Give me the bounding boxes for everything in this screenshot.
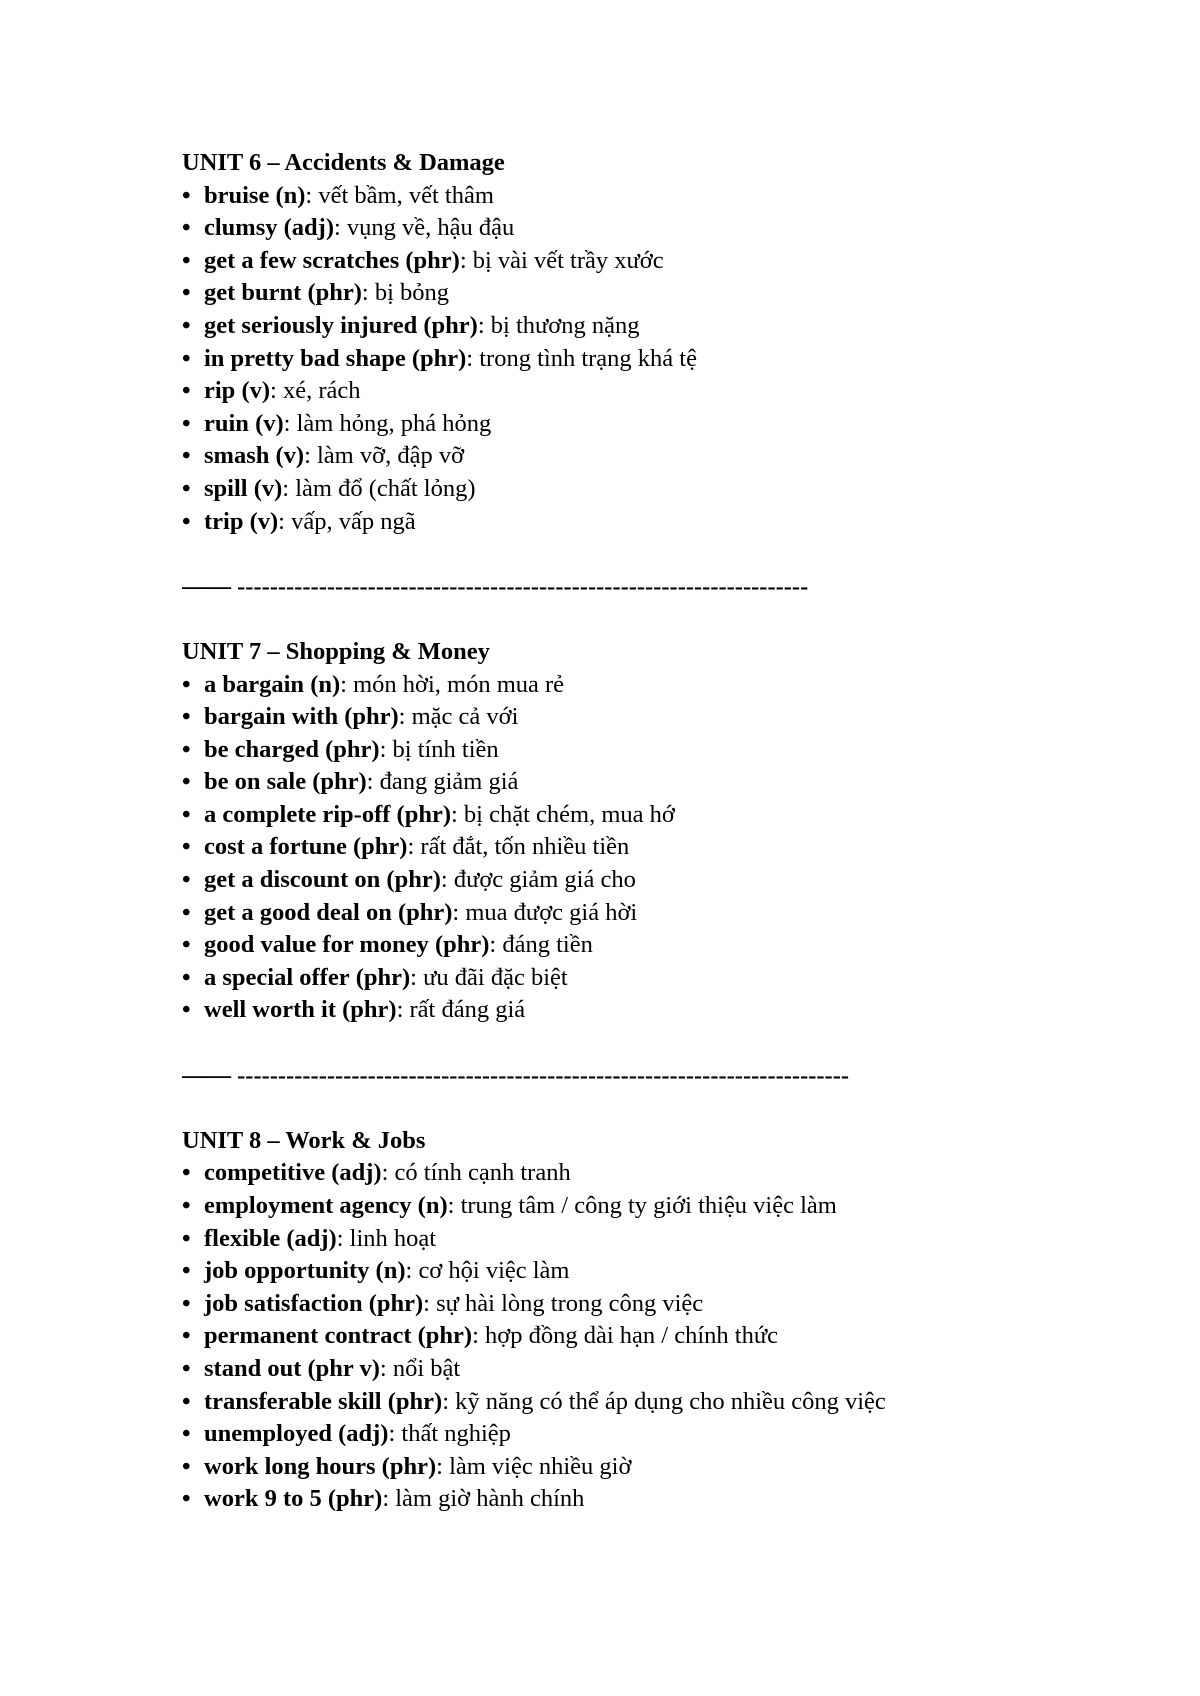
bullet-icon: •: [182, 898, 191, 926]
vocab-item: [182, 245, 1142, 278]
vocab-colon: :: [278, 507, 292, 535]
bullet-icon: •: [182, 1159, 191, 1187]
vocab-item: [182, 766, 1142, 799]
vocab-part-of-speech: (v): [275, 442, 305, 470]
vocab-meaning: vết bầm, vết thâm: [318, 181, 494, 209]
vocab-term: cost a fortune: [204, 833, 347, 861]
bullet-icon: •: [182, 931, 191, 959]
vocab-meaning: món hời, món mua rẻ: [353, 670, 565, 698]
vocab-term: employment agency: [204, 1192, 412, 1219]
vocab-part-of-speech: (v): [255, 409, 284, 437]
vocab-part-of-speech: (phr): [396, 800, 451, 828]
vocab-meaning: đáng tiền: [502, 931, 593, 959]
vocab-meaning: thất nghiệp: [401, 1420, 511, 1448]
vocab-term: bruise: [204, 181, 270, 209]
vocab-meaning: cơ hội việc làm: [418, 1257, 570, 1285]
vocab-part-of-speech: (adj): [338, 1420, 389, 1448]
vocab-part-of-speech: (phr): [307, 279, 362, 307]
bullet-icon: •: [182, 474, 191, 502]
bullet-icon: •: [182, 181, 191, 209]
vocab-meaning: xé, rách: [282, 377, 361, 405]
vocab-term: a special offer: [204, 963, 350, 991]
vocab-term: get seriously injured: [204, 311, 418, 339]
vocab-part-of-speech: (n): [310, 670, 341, 698]
vocab-term: ruin: [204, 409, 249, 437]
vocab-meaning: rất đắt, tốn nhiều tiền: [420, 833, 630, 861]
bullet-icon: •: [182, 1354, 191, 1382]
vocab-term: job opportunity: [204, 1257, 370, 1285]
bullet-icon: •: [182, 866, 191, 894]
vocab-term: get burnt: [204, 279, 302, 307]
vocab-item: [182, 506, 1142, 539]
bullet-icon: •: [182, 246, 191, 274]
vocab-part-of-speech: (phr): [353, 833, 408, 861]
bullet-icon: •: [182, 442, 191, 470]
vocab-item: [182, 408, 1142, 441]
vocab-part-of-speech: (phr): [368, 1289, 424, 1317]
bullet-icon: •: [182, 1485, 191, 1513]
vocab-colon: :: [283, 409, 297, 437]
vocab-term: rip: [204, 377, 236, 405]
bullet-icon: •: [182, 409, 191, 437]
vocab-part-of-speech: (phr v): [307, 1354, 380, 1382]
vocab-item: [182, 277, 1142, 310]
unit-section: [182, 1125, 1142, 1516]
vocab-colon: :: [366, 768, 380, 796]
vocab-colon: :: [379, 735, 393, 763]
vocab-part-of-speech: (phr): [344, 703, 399, 731]
vocab-meaning: làm đổ (chất lỏng): [295, 474, 476, 502]
bullet-icon: •: [182, 670, 191, 698]
vocab-item: [182, 1386, 1142, 1419]
vocab-item: [182, 180, 1142, 213]
vocab-colon: :: [442, 1387, 456, 1415]
vocab-colon: :: [407, 833, 421, 861]
vocab-colon: :: [305, 181, 319, 209]
bullet-icon: •: [182, 703, 191, 731]
vocab-colon: :: [423, 1289, 437, 1317]
vocab-meaning: trong tình trạng khá tệ: [479, 344, 697, 372]
vocab-item: [182, 799, 1142, 832]
bullet-icon: •: [182, 1452, 191, 1480]
vocab-meaning: trung tâm / công ty giới thiệu việc làm: [460, 1192, 837, 1219]
vocab-colon: :: [447, 1192, 461, 1219]
vocab-item: [182, 1418, 1142, 1451]
vocab-colon: :: [477, 311, 491, 339]
vocab-colon: :: [459, 246, 473, 274]
vocab-colon: :: [381, 1159, 395, 1187]
vocab-meaning: bị chặt chém, mua hớ: [463, 800, 675, 828]
vocab-term: flexible: [204, 1224, 281, 1252]
bullet-icon: •: [182, 311, 191, 339]
vocab-meaning: hợp đồng dài hạn / chính thức: [485, 1322, 778, 1350]
bullet-icon: •: [182, 1322, 191, 1350]
spacer: [182, 1027, 1142, 1060]
vocab-item: [182, 897, 1142, 930]
vocab-meaning: đang giảm giá: [379, 768, 519, 796]
vocab-term: be on sale: [204, 768, 307, 796]
vocab-part-of-speech: (phr): [405, 246, 460, 274]
vocab-item: [182, 343, 1142, 376]
vocab-meaning: có tính cạnh tranh: [394, 1159, 571, 1187]
bullet-icon: •: [182, 214, 191, 242]
vocab-term: spill: [204, 474, 248, 502]
unit-title: UNIT 8 – Work & Jobs: [182, 1126, 426, 1154]
vocab-term: job satisfaction: [204, 1289, 363, 1317]
unit-title: UNIT 6 – Accidents & Damage: [182, 149, 505, 176]
vocab-item: [182, 1483, 1142, 1516]
bullet-icon: •: [182, 996, 191, 1024]
vocab-term: stand out: [204, 1354, 302, 1382]
vocab-meaning: bị tính tiền: [392, 735, 499, 763]
vocab-part-of-speech: (phr): [387, 1387, 443, 1415]
vocab-part-of-speech: (phr): [325, 735, 380, 763]
vocab-part-of-speech: (v): [241, 377, 271, 405]
bullet-icon: •: [182, 507, 191, 535]
vocab-term: get a good deal on: [204, 898, 392, 926]
bullet-icon: •: [182, 735, 191, 763]
vocab-item: [182, 701, 1142, 734]
vocab-part-of-speech: (phr): [381, 1452, 437, 1480]
vocab-item: [182, 1288, 1142, 1321]
vocab-colon: :: [398, 703, 412, 731]
vocab-colon: :: [333, 214, 347, 242]
vocab-item: [182, 994, 1142, 1027]
vocab-colon: :: [336, 1224, 350, 1252]
unit-title: UNIT 7 – Shopping & Money: [182, 637, 490, 665]
vocab-term: get a discount on: [204, 866, 381, 894]
vocab-list: [182, 1157, 1142, 1516]
vocab-meaning: rất đáng giá: [409, 996, 526, 1024]
bullet-icon: •: [182, 1192, 191, 1219]
vocab-part-of-speech: (phr): [342, 996, 397, 1024]
vocab-term: competitive: [204, 1159, 326, 1187]
vocab-term: trip: [204, 507, 244, 535]
vocab-colon: :: [304, 442, 317, 470]
vocab-item: [182, 1190, 1142, 1223]
spacer: [182, 538, 1142, 571]
vocab-meaning: vụng về, hậu đậu: [346, 214, 515, 242]
vocab-meaning: ưu đãi đặc biệt: [423, 963, 568, 991]
vocab-meaning: bị bỏng: [374, 279, 450, 307]
unit-section: [182, 147, 1142, 538]
vocab-item: [182, 669, 1142, 702]
vocab-item: [182, 1320, 1142, 1353]
bullet-icon: •: [182, 1420, 191, 1448]
document-content: [182, 147, 1142, 1516]
vocab-colon: :: [282, 474, 296, 502]
vocab-meaning: mặc cả với: [411, 703, 519, 731]
vocab-colon: :: [361, 279, 375, 307]
vocab-colon: :: [436, 1452, 450, 1480]
vocab-term: get a few scratches: [204, 246, 400, 274]
vocab-item: [182, 929, 1142, 962]
bullet-icon: •: [182, 344, 191, 372]
vocab-item: [182, 1451, 1142, 1484]
vocab-part-of-speech: (n): [275, 181, 306, 209]
vocab-list: [182, 180, 1142, 539]
unit-section: [182, 636, 1142, 1027]
vocab-term: work 9 to 5: [204, 1485, 322, 1513]
vocab-colon: :: [405, 1257, 419, 1285]
vocab-item: [182, 962, 1142, 995]
vocab-colon: :: [466, 344, 480, 372]
vocab-list: [182, 669, 1142, 1028]
vocab-part-of-speech: (n): [417, 1192, 448, 1219]
vocab-term: a complete rip-off: [204, 800, 391, 828]
bullet-icon: •: [182, 768, 191, 796]
vocab-colon: :: [379, 1354, 393, 1382]
bullet-icon: •: [182, 1387, 191, 1415]
vocab-part-of-speech: (adj): [283, 214, 334, 242]
spacer: [182, 1092, 1142, 1125]
vocab-term: transferable skill: [204, 1387, 382, 1415]
vocab-meaning: nổi bật: [392, 1354, 461, 1382]
vocab-item: [182, 375, 1142, 408]
vocab-item: [182, 1223, 1142, 1256]
vocab-part-of-speech: (phr): [327, 1485, 383, 1513]
bullet-icon: •: [182, 279, 191, 307]
vocab-term: bargain with: [204, 703, 339, 731]
vocab-meaning: kỹ năng có thể áp dụng cho nhiều công việc: [455, 1387, 886, 1415]
vocab-meaning: làm việc nhiều giờ: [449, 1452, 632, 1480]
vocab-part-of-speech: (v): [249, 507, 279, 535]
section-separator: —— ---------------------------------------------------------------------------: [182, 1061, 850, 1089]
bullet-icon: •: [182, 1224, 191, 1252]
vocab-term: a bargain: [204, 670, 305, 698]
vocab-part-of-speech: (adj): [331, 1159, 382, 1187]
vocab-meaning: bị vài vết trầy xước: [472, 246, 664, 274]
vocab-term: permanent contract: [204, 1322, 412, 1350]
vocab-part-of-speech: (phr): [417, 1322, 473, 1350]
bullet-icon: •: [182, 833, 191, 861]
vocab-part-of-speech: (v): [253, 474, 283, 502]
vocab-meaning: vấp, vấp ngã: [291, 507, 416, 535]
vocab-colon: :: [450, 800, 464, 828]
vocab-item: [182, 1157, 1142, 1190]
vocab-colon: :: [440, 866, 454, 894]
vocab-term: good value for money: [204, 931, 429, 959]
vocab-part-of-speech: (phr): [411, 344, 467, 372]
vocab-term: work long hours: [204, 1452, 376, 1480]
vocab-colon: :: [489, 931, 503, 959]
vocab-meaning: làm vỡ, đập vỡ: [317, 442, 465, 470]
vocab-colon: :: [382, 1485, 396, 1513]
vocab-meaning: làm hỏng, phá hỏng: [296, 409, 492, 437]
vocab-part-of-speech: (n): [375, 1257, 406, 1285]
vocab-meaning: bị thương nặng: [490, 311, 640, 339]
vocab-item: [182, 1255, 1142, 1288]
vocab-item: [182, 473, 1142, 506]
vocab-meaning: linh hoạt: [349, 1224, 437, 1252]
vocab-meaning: sự hài lòng trong công việc: [436, 1289, 704, 1317]
vocab-item: [182, 440, 1142, 473]
vocab-colon: :: [452, 898, 466, 926]
vocab-part-of-speech: (phr): [312, 768, 367, 796]
section-separator: —— ----------------------------------------------------------------------: [182, 572, 809, 600]
vocab-colon: :: [410, 963, 424, 991]
spacer: [182, 603, 1142, 636]
vocab-term: be charged: [204, 735, 319, 763]
vocab-term: smash: [204, 442, 270, 470]
vocab-part-of-speech: (phr): [355, 963, 411, 991]
vocab-colon: :: [270, 377, 283, 405]
vocab-term: well worth it: [204, 996, 336, 1024]
vocab-meaning: mua được giá hời: [465, 898, 638, 926]
vocab-part-of-speech: (phr): [386, 866, 441, 894]
bullet-icon: •: [182, 377, 191, 405]
bullet-icon: •: [182, 1257, 191, 1285]
bullet-icon: •: [182, 800, 191, 828]
vocab-term: in pretty bad shape: [204, 344, 406, 372]
vocab-part-of-speech: (adj): [286, 1224, 337, 1252]
vocab-item: [182, 831, 1142, 864]
vocab-term: clumsy: [204, 214, 278, 242]
vocab-part-of-speech: (phr): [423, 311, 478, 339]
vocab-colon: :: [396, 996, 410, 1024]
vocab-meaning: làm giờ hành chính: [395, 1485, 585, 1513]
vocab-term: unemployed: [204, 1420, 332, 1448]
vocab-item: [182, 212, 1142, 245]
vocab-colon: :: [340, 670, 354, 698]
vocab-part-of-speech: (phr): [397, 898, 453, 926]
vocab-colon: :: [472, 1322, 486, 1350]
vocab-part-of-speech: (phr): [434, 931, 490, 959]
vocab-colon: :: [388, 1420, 402, 1448]
bullet-icon: •: [182, 1289, 191, 1317]
vocab-item: [182, 734, 1142, 767]
vocab-meaning: được giảm giá cho: [453, 866, 636, 894]
vocab-item: [182, 1353, 1142, 1386]
bullet-icon: •: [182, 963, 191, 991]
vocab-item: [182, 310, 1142, 343]
vocab-item: [182, 864, 1142, 897]
